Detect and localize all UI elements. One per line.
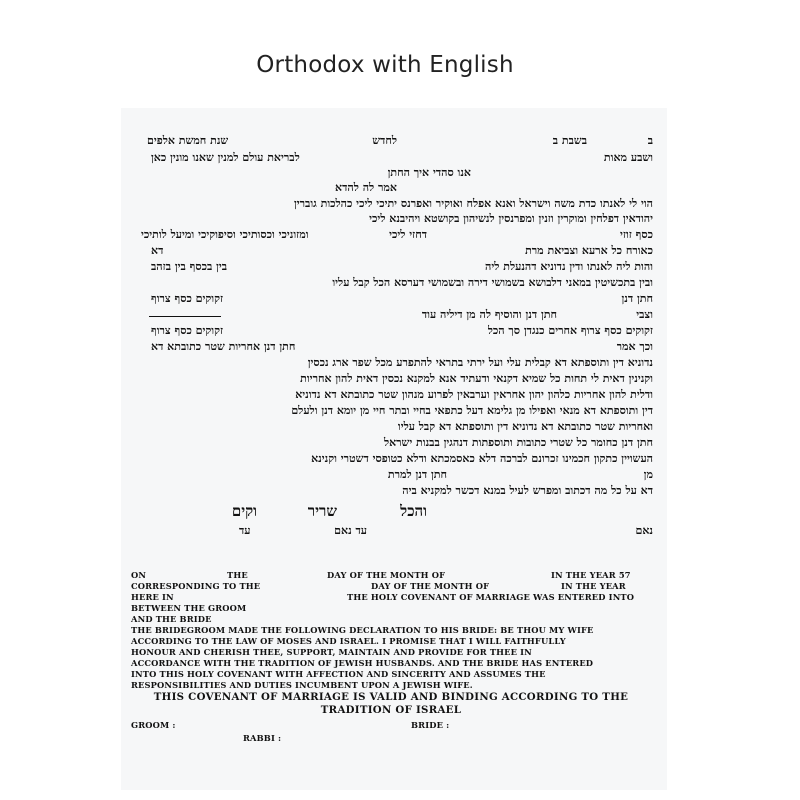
english-line: DAY OF THE MONTH OF [327,570,446,580]
english-line: THE [227,570,248,580]
hebrew-line: וצבי [636,308,653,321]
hebrew-line: זקוקים כסף צרוף [151,324,224,337]
hebrew-line: חתן דנן למרת [387,468,447,481]
hebrew-line: כסף זוזי [620,228,653,241]
hebrew-line: ובין בתכשיטין במאני דלבושא בשמושי דירה ובשמושי דערסא הכל קבל עליו [332,276,653,289]
hebrew-line: אמר לה להדא [335,181,397,194]
hebrew-line: לבריאת עולם למנין שאנו מונין כאן [151,151,300,164]
hebrew-line: זקוקים כסף צרוף אחרים כנגדן סך הכל [487,324,653,337]
hebrew-line: נדוניא דין ותוספתא דא קבלית עלי ועל ירתי בתראי להתפרע מכל שפר ארג נכסין [307,356,653,369]
hebrew-line: חתן דנן אחריות שטר כתובתא דא [151,340,296,353]
english-line: HERE IN [131,592,174,602]
hebrew-line: חתן דנן [621,292,653,305]
english-line: ACCORDANCE WITH THE TRADITION OF JEWISH HUSBANDS. AND THE BRIDE HAS ENTERED [131,658,594,668]
rabbi-signature-label: RABBI : [243,733,282,743]
hebrew-line: שריר [307,502,337,520]
hebrew-line: שנת חמשת אלפים [147,134,229,147]
hebrew-line: דחזי ליכי [389,228,427,241]
hebrew-line: ושבע מאות [603,151,653,164]
english-line: TRADITION OF ISRAEL [320,704,462,716]
hebrew-line: אנו סהדי איך החתן [387,166,471,179]
hebrew-line: ומזוניכי וכסותיכי וסיפוקיכי ומיעל לותיכי [141,228,309,241]
hebrew-line: לחדש [372,134,397,147]
hebrew-line: העשויין כתקון חכמינו זכרונם לברכה דלא כאסמכתא ודלא כטופסי דשטרי וקנינא [311,452,653,465]
hebrew-line: והות ליה לאנתו ודין נדוניא דהנעלת ליה [485,260,653,273]
hebrew-line: דא על כל מה דכתוב ומפרש לעיל במנא דכשר למקניא ביה [402,484,653,497]
hebrew-line: וקים [231,502,257,520]
english-line: ACCORDING TO THE LAW OF MOSES AND ISRAEL. I PROMISE THAT I WILL FAITHFULLY [131,636,566,646]
english-line: CORRESPONDING TO THE [131,581,261,591]
page-title: Orthodox with English [256,52,514,78]
hebrew-line: וקנינין דאית לי תחות כל שמיא דקנאי ודעתיד אנא למקנא נכסין דאית להון אחריות [300,372,653,385]
english-line: THE HOLY COVENANT OF MARRIAGE WAS ENTERED INTO [347,592,635,602]
hebrew-line: נאם [635,524,653,537]
english-line: IN THE YEAR 57 [551,570,631,580]
english-line: THIS COVENANT OF MARRIAGE IS VALID AND BINDING ACCORDING TO THE [153,691,629,703]
hebrew-line: עד נאם [334,524,367,537]
english-line: AND THE BRIDE [131,614,212,624]
hebrew-line: כאורח כל ארעא וצביאת מרת [525,244,653,257]
hebrew-line: זקוקים כסף צרוף [151,292,224,305]
hebrew-text-block [121,108,667,548]
english-line: HONOUR AND CHERISH THEE, SUPPORT, MAINTAIN AND PROVIDE FOR THEE IN [131,647,532,657]
hebrew-line: חתן דנן כחומר כל שטרי כתובות ותוספתות דנהגין בבנות ישראל [383,436,653,449]
hebrew-line: בין בכסף בין בזהב [151,260,228,273]
english-line: ON [131,570,147,580]
bride-signature-label: BRIDE : [411,720,450,730]
english-line: BETWEEN THE GROOM [131,603,247,613]
english-line: RESPONSIBILITIES AND DUTIES INCUMBENT UPON A JEWISH WIFE. [131,680,473,690]
hebrew-line: והכל [400,502,427,520]
english-line: IN THE YEAR [561,581,626,591]
hebrew-line: דא [151,244,164,257]
hebrew-line: חתן דנן והוסיף לה מן דיליה עוד [421,308,557,321]
hebrew-line: עד [239,524,251,537]
hebrew-line: דין ותוספתא דא מנאי ואפילו מן גלימא דעל כתפאי בחיי ובתר חיי מן יומא דנן ולעלם [291,404,653,417]
english-line: INTO THIS HOLY COVENANT WITH AFFECTION AND SINCERITY AND ASSUMES THE [131,669,546,679]
groom-signature-label: GROOM : [131,720,176,730]
hebrew-line: ב [647,134,653,147]
hebrew-line: וכך אמר [616,340,653,353]
hebrew-line: ואחריות שטר כתובתא דא נדוניא דין ותוספתא דא קבל עליו [397,420,653,433]
hebrew-line: מן [643,468,653,481]
english-line: THE BRIDEGROOM MADE THE FOLLOWING DECLARATION TO HIS BRIDE: BE THOU MY WIFE [131,625,594,635]
hebrew-line: יהודאין דפלחין ומוקרין וזנין ומפרנסין לנשיהון בקושטא ויהיבנא ליכי [369,212,653,225]
hebrew-line: ודלית להון אחריות כלהון יהון אחראין וערבאין לפרוע מנהון שטר כתובתא דא נדוניא [295,388,653,401]
ketubah-document [121,108,667,790]
blank-line [149,316,221,317]
english-line: DAY OF THE MONTH OF [371,581,490,591]
hebrew-line: הוי לי לאנתו כדת משה וישראל ואנא אפלח ואוקיר ואפרנס יתיכי ליכי כהלכות גוברין [293,197,653,210]
hebrew-line: בשבת ב [552,134,587,147]
